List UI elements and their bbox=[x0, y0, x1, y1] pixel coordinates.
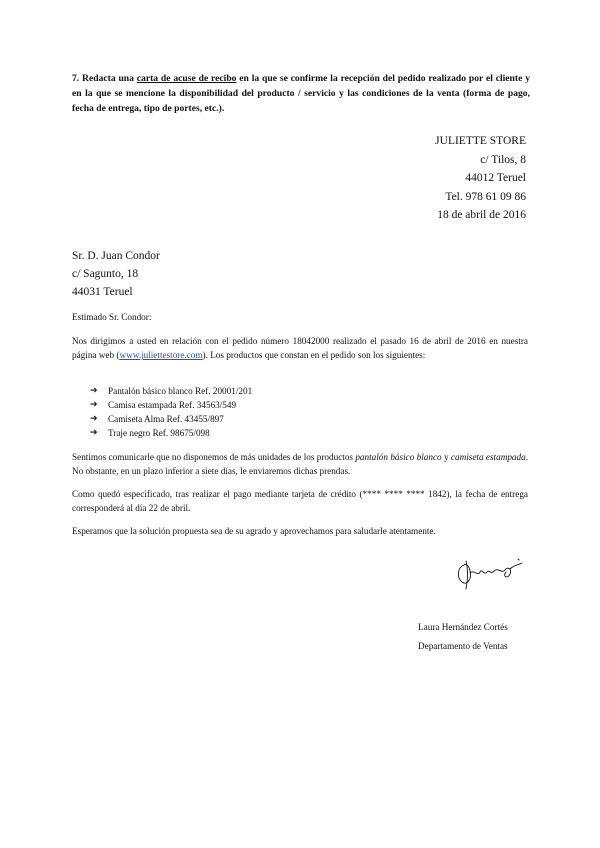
list-item-text: Traje negro Ref. 98675/098 bbox=[108, 428, 210, 438]
list-item bbox=[90, 412, 252, 426]
recipient-city: 44031 Teruel bbox=[72, 286, 133, 298]
exercise-prompt bbox=[72, 71, 530, 116]
arrow-right-icon: ➔ bbox=[90, 428, 98, 438]
recipient-street: c/ Sagunto, 18 bbox=[72, 268, 139, 280]
sender-street: c/ Tilos, 8 bbox=[480, 153, 526, 166]
greeting: Estimado Sr. Condor: bbox=[72, 312, 152, 322]
signer-name: Laura Hernández Cortés bbox=[418, 622, 508, 632]
paragraph-availability-end: . No obstante, en un plazo inferior a siete días, le enviaremos dichas prendas. bbox=[72, 452, 528, 477]
prompt-underlined-text: carta de acuse de recibo bbox=[136, 73, 237, 84]
recipient-address bbox=[72, 247, 160, 301]
prompt-text-end: en la que se confirme la recepción del pedido realizado por el cliente y en la que se mencione la disponibilidad del producto / servicio y las condiciones de la venta (forma de pago, fecha de entrega, tipo de portes, etc.). bbox=[72, 73, 530, 114]
list-item bbox=[90, 398, 252, 412]
sender-name: JULIETTE STORE bbox=[435, 135, 526, 147]
recipient-name: Sr. D. Juan Condor bbox=[72, 250, 160, 262]
sender-address bbox=[435, 132, 526, 206]
paragraph-availability bbox=[72, 450, 528, 478]
arrow-right-icon: ➔ bbox=[90, 414, 98, 424]
paragraph-order-start: Nos dirigimos a usted en relación con el pedido número 18042000 realizado el pasado 16 de abril de 2016 en nuestra página web ( bbox=[72, 336, 528, 361]
sender-city: 44012 Teruel bbox=[465, 172, 526, 184]
handwritten-signature bbox=[452, 555, 526, 593]
website-link[interactable]: www.juliettestore.com bbox=[119, 350, 203, 361]
product-list bbox=[90, 384, 252, 440]
prompt-text-start: 7. Redacta una bbox=[72, 73, 137, 84]
paragraph-order-end: ). Los productos que constan en el pedido son los siguientes: bbox=[202, 350, 426, 361]
list-item-text: Camiseta Alma Ref. 43455/897 bbox=[108, 414, 224, 424]
list-item-text: Camisa estampada Ref. 34563/549 bbox=[108, 400, 237, 410]
list-item-text: Pantalón básico blanco Ref. 20001/201 bbox=[108, 386, 253, 396]
arrow-right-icon: ➔ bbox=[90, 400, 98, 410]
list-item bbox=[90, 384, 252, 398]
paragraph-order bbox=[72, 334, 528, 362]
paragraph-payment: Como quedó especificado, tras realizar el pago mediante tarjeta de crédito (**** **** **** 1842), la fecha de entrega corresponderá al día 22 de abril. bbox=[72, 489, 528, 514]
arrow-right-icon: ➔ bbox=[90, 386, 98, 396]
sender-phone: Tel. 978 61 09 86 bbox=[445, 190, 526, 203]
letter-date: 18 de abril de 2016 bbox=[437, 209, 526, 221]
product-name-italic: camiseta estampada bbox=[450, 452, 526, 462]
signer-department: Departamento de Ventas bbox=[418, 641, 508, 651]
paragraph-availability-mid: y bbox=[441, 452, 451, 462]
list-item bbox=[90, 426, 252, 440]
product-name-italic: pantalón básico blanco bbox=[355, 452, 442, 462]
paragraph-availability-start: Sentimos comunicarle que no disponemos de más unidades de los productos bbox=[72, 452, 356, 462]
signature-block bbox=[418, 618, 508, 656]
paragraph-closing: Esperamos que la solución propuesta sea de su agrado y aprovechamos para saludarle atentamente. bbox=[72, 526, 436, 536]
